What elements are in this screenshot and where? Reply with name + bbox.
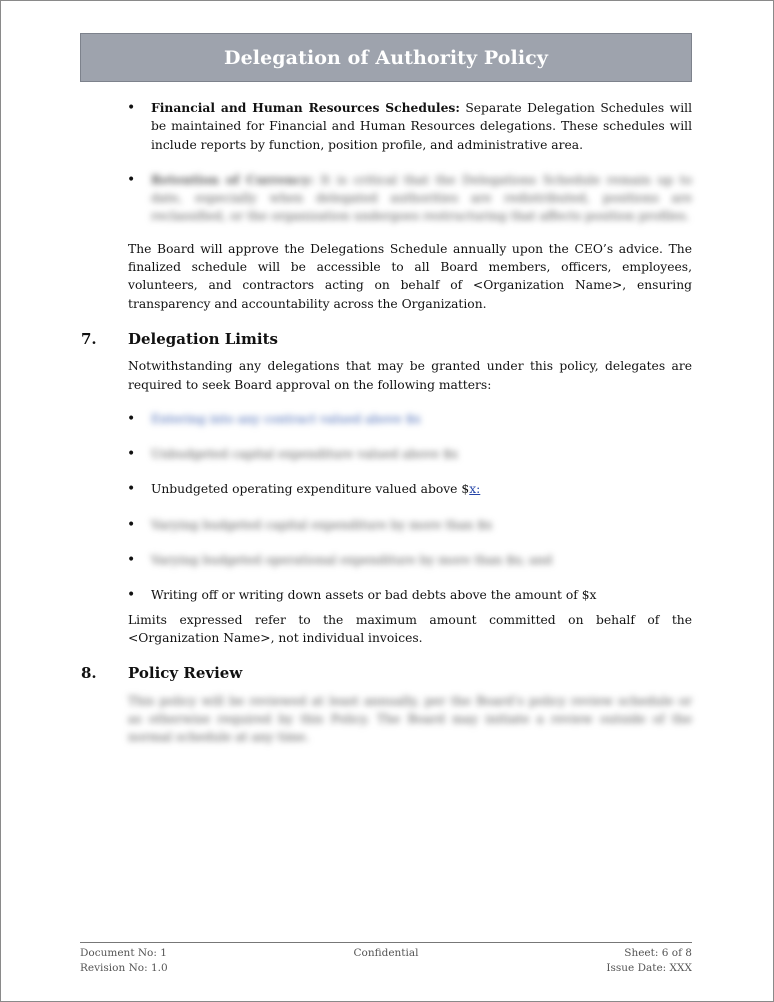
section-title: Delegation Limits [128, 329, 278, 348]
bullet-icon: • [127, 446, 136, 463]
document-number: Document No: 1 [80, 947, 167, 959]
list-item [81, 516, 692, 534]
limit-item: Unbudgeted capital expenditure valued above $x [151, 447, 458, 462]
issue-date: Issue Date: XXX [606, 961, 692, 974]
bullet-bold: Retention of Currency: [151, 171, 314, 187]
section-8-heading [81, 664, 692, 682]
document-body [81, 99, 692, 746]
limit-link[interactable]: x: [469, 482, 481, 497]
section-8-body: This policy will be reviewed at least annually, per the Board’s policy review schedule or as otherwise required by this Policy. The Board may initiate a review outside of the normal schedule at any time. [128, 693, 692, 745]
limit-item: Unbudgeted operating expenditure valued above $ [151, 482, 470, 497]
bullet-icon: • [127, 410, 136, 427]
bullet-text: It is critical that the Delegations Schedule remain up to date, especially when delegated authorities are redistributed, positions are reclassified, or the organization undergoes restructuring that affects position profiles. [151, 172, 692, 224]
bullet-icon: • [127, 171, 136, 188]
bullet-bold: Financial and Human Resources Schedules: [151, 100, 460, 115]
bullet-icon: • [127, 100, 136, 116]
section-title: Policy Review [128, 664, 243, 683]
list-item [81, 99, 692, 154]
title-bar [80, 33, 692, 82]
bullet-icon: • [127, 552, 136, 569]
section-number: 8. [81, 664, 97, 683]
list-item [81, 480, 692, 498]
bullet-icon: • [127, 516, 136, 533]
limit-item: Varying budgeted operational expenditure by more than $x; and [151, 553, 553, 568]
limit-item: Varying budgeted capital expenditure by more than $x [151, 517, 493, 532]
revision-number: Revision No: 1.0 [80, 961, 168, 974]
list-item [81, 586, 692, 604]
page-title: Delegation of Authority Policy [224, 46, 548, 69]
paragraph-board: The Board will approve the Delegations Schedule annually upon the CEO’s advice. The finalized schedule will be accessible to all Board members, officers, employees, volunteers, and contractors acting on behalf of <Organization Name>, ensuring transparency and accountability across the Organization. [128, 241, 692, 311]
limit-item: Writing off or writing down assets or bad debts above the amount of $x [151, 588, 597, 603]
section-7-heading [81, 330, 692, 348]
bullet-icon: • [127, 481, 136, 498]
limits-note: Limits expressed refer to the maximum amount committed on behalf of the <Organization Name>, not individual invoices. [128, 612, 692, 645]
list-item [81, 445, 692, 463]
section-7-intro: Notwithstanding any delegations that may be granted under this policy, delegates are required to seek Board approval on the following matters: [128, 359, 692, 392]
list-item [81, 551, 692, 569]
limit-item: Entering into any contract valued above $x [151, 411, 421, 426]
bullet-icon: • [127, 587, 136, 604]
bullet-text: Separate Delegation Schedules will be maintained for Financial and Human Resources delegations. These schedules will include reports by function, position profile, and administrative area. [151, 101, 692, 152]
page-footer [80, 942, 692, 975]
sheet-number: Sheet: 6 of 8 [624, 947, 692, 959]
list-item [81, 410, 692, 428]
confidential-label: Confidential [353, 947, 419, 959]
list-item [81, 171, 692, 226]
section-number: 7. [81, 329, 97, 348]
